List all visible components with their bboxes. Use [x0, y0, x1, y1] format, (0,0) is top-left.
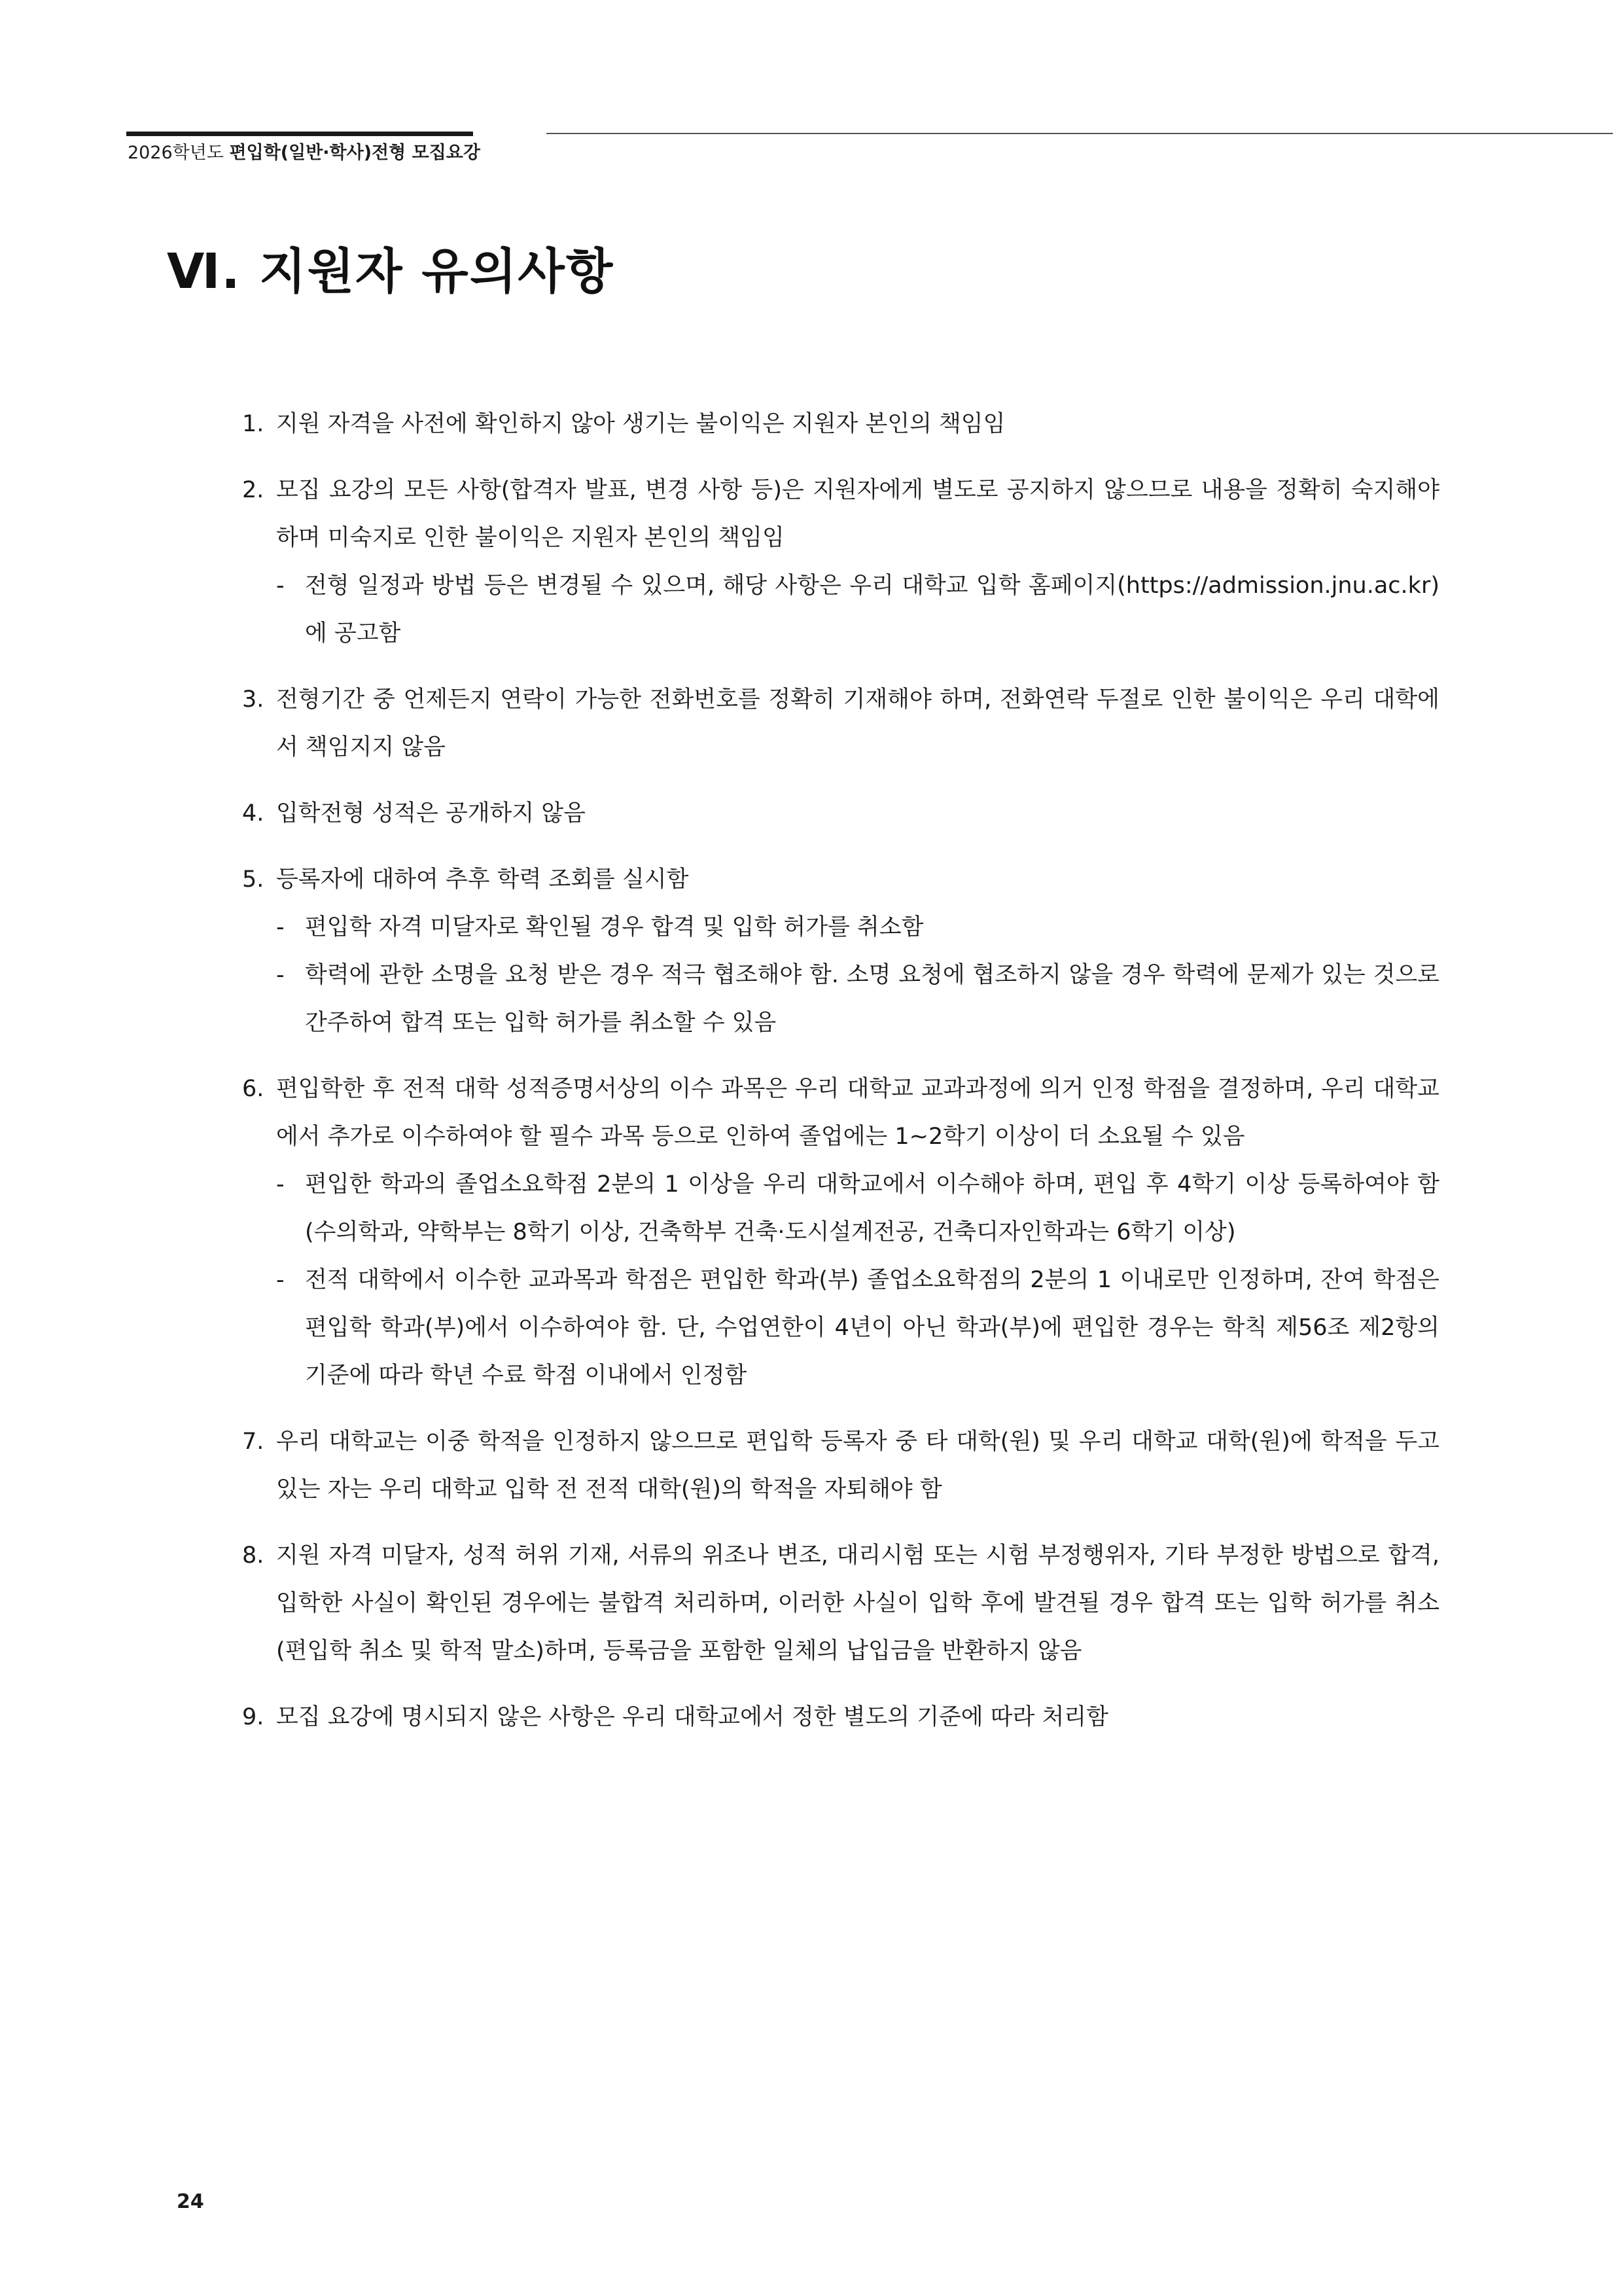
item-text: 편입학한 후 전적 대학 성적증명서상의 이수 과목은 우리 대학교 교과과정에 의거 인정 학점을 결정하며, 우리 대학교에서 추가로 이수하여야 할 필수 과목 등으로 인하여 졸업에는 1~2학기 이상이 더 소요될 수 있음: [276, 1076, 1439, 1150]
running-header: [128, 140, 480, 166]
sub-item-text: 전적 대학에서 이수한 교과목과 학점은 편입한 학과(부) 졸업소요학점의 2분의 1 이내로만 인정하며, 잔여 학점은 편입학 학과(부)에서 이수하여야 함. 단, 수업연한이 4년이 아닌 학과(부)에 편입한 경우는 학칙 제56조 제2항의 기준에 따라 학년 수료 학점 이내에서 인정함: [305, 1267, 1439, 1389]
list-item-4: [242, 790, 1439, 838]
sub-item: [276, 1161, 1439, 1256]
item-text: 우리 대학교는 이중 학적을 인정하지 않으므로 편입학 등록자 중 타 대학(원) 및 우리 대학교 대학(원)에 학적을 두고 있는 자는 우리 대학교 입학 전 전적 대학(원)의 학적을 자퇴해야 함: [276, 1429, 1439, 1503]
item-text: 지원 자격을 사전에 확인하지 않아 생기는 불이익은 지원자 본인의 책임임: [276, 411, 1006, 437]
sub-item: [276, 1256, 1439, 1400]
list-item-7: [242, 1418, 1439, 1514]
list-item-8: [242, 1532, 1439, 1675]
sub-item-dash: -: [276, 573, 285, 599]
list-item-9: [242, 1694, 1439, 1741]
item-number: 3.: [242, 686, 264, 713]
list-item-5: [242, 856, 1439, 1047]
section-title: Ⅵ. 지원자 유의사항: [167, 243, 614, 300]
page-number: 24: [177, 2190, 204, 2213]
list-item-6: [242, 1065, 1439, 1400]
running-header-year: 2026학년도: [128, 143, 230, 163]
header-rule-thin: [546, 133, 1613, 134]
sub-item: [276, 952, 1439, 1047]
item-number: 6.: [242, 1076, 264, 1102]
sub-item-text: 편입한 학과의 졸업소요학점 2분의 1 이상을 우리 대학교에서 이수해야 하며, 편입 후 4학기 이상 등록하여야 함(수의학과, 약학부는 8학기 이상, 건축학부 건축·도시설계전공, 건축디자인학과는 6학기 이상): [305, 1171, 1439, 1245]
sub-item: [276, 562, 1439, 658]
running-header-title: 편입학(일반·학사)전형 모집요강: [229, 143, 480, 163]
list-item-2: [242, 467, 1439, 658]
item-number: 9.: [242, 1704, 264, 1730]
item-number: 4.: [242, 800, 264, 827]
item-text: 모집 요강에 명시되지 않은 사항은 우리 대학교에서 정한 별도의 기준에 따라 처리함: [276, 1704, 1108, 1730]
item-text: 입학전형 성적은 공개하지 않음: [276, 800, 586, 827]
sub-item-dash: -: [276, 1171, 285, 1198]
item-number: 2.: [242, 477, 264, 503]
item-text: 등록자에 대하여 추후 학력 조회를 실시함: [276, 866, 689, 893]
item-number: 5.: [242, 866, 264, 893]
sub-item-dash: -: [276, 962, 285, 988]
sub-item-dash: -: [276, 1267, 285, 1293]
sub-item-text: 전형 일정과 방법 등은 변경될 수 있으며, 해당 사항은 우리 대학교 입학 홈페이지(https://admission.jnu.ac.kr)에 공고함: [305, 573, 1439, 647]
sub-item-text: 편입학 자격 미달자로 확인될 경우 합격 및 입학 허가를 취소함: [305, 914, 924, 940]
header-rule-thick: [126, 132, 473, 136]
sub-item: [276, 904, 1439, 952]
item-number: 1.: [242, 411, 264, 437]
notice-list: [242, 400, 1439, 1760]
item-text: 지원 자격 미달자, 성적 허위 기재, 서류의 위조나 변조, 대리시험 또는 시험 부정행위자, 기타 부정한 방법으로 합격, 입학한 사실이 확인된 경우에는 불합격 처리하며, 이러한 사실이 입학 후에 발견될 경우 합격 또는 입학 허가를 취소(편입학 취소 및 학적 말소)하며, 등록금을 포함한 일체의 납입금을 반환하지 않음: [276, 1542, 1439, 1664]
list-item-3: [242, 676, 1439, 772]
sub-item-dash: -: [276, 914, 285, 940]
sub-item-text: 학력에 관한 소명을 요청 받은 경우 적극 협조해야 함. 소명 요청에 협조하지 않을 경우 학력에 문제가 있는 것으로 간주하여 합격 또는 입학 허가를 취소할 수 있음: [305, 962, 1439, 1036]
item-number: 7.: [242, 1429, 264, 1455]
list-item-1: [242, 400, 1439, 448]
item-text: 전형기간 중 언제든지 연락이 가능한 전화번호를 정확히 기재해야 하며, 전화연락 두절로 인한 불이익은 우리 대학에서 책임지지 않음: [276, 686, 1439, 760]
item-text: 모집 요강의 모든 사항(합격자 발표, 변경 사항 등)은 지원자에게 별도로 공지하지 않으므로 내용을 정확히 숙지해야 하며 미숙지로 인한 불이익은 지원자 본인의 책임임: [276, 477, 1439, 551]
item-number: 8.: [242, 1542, 264, 1569]
